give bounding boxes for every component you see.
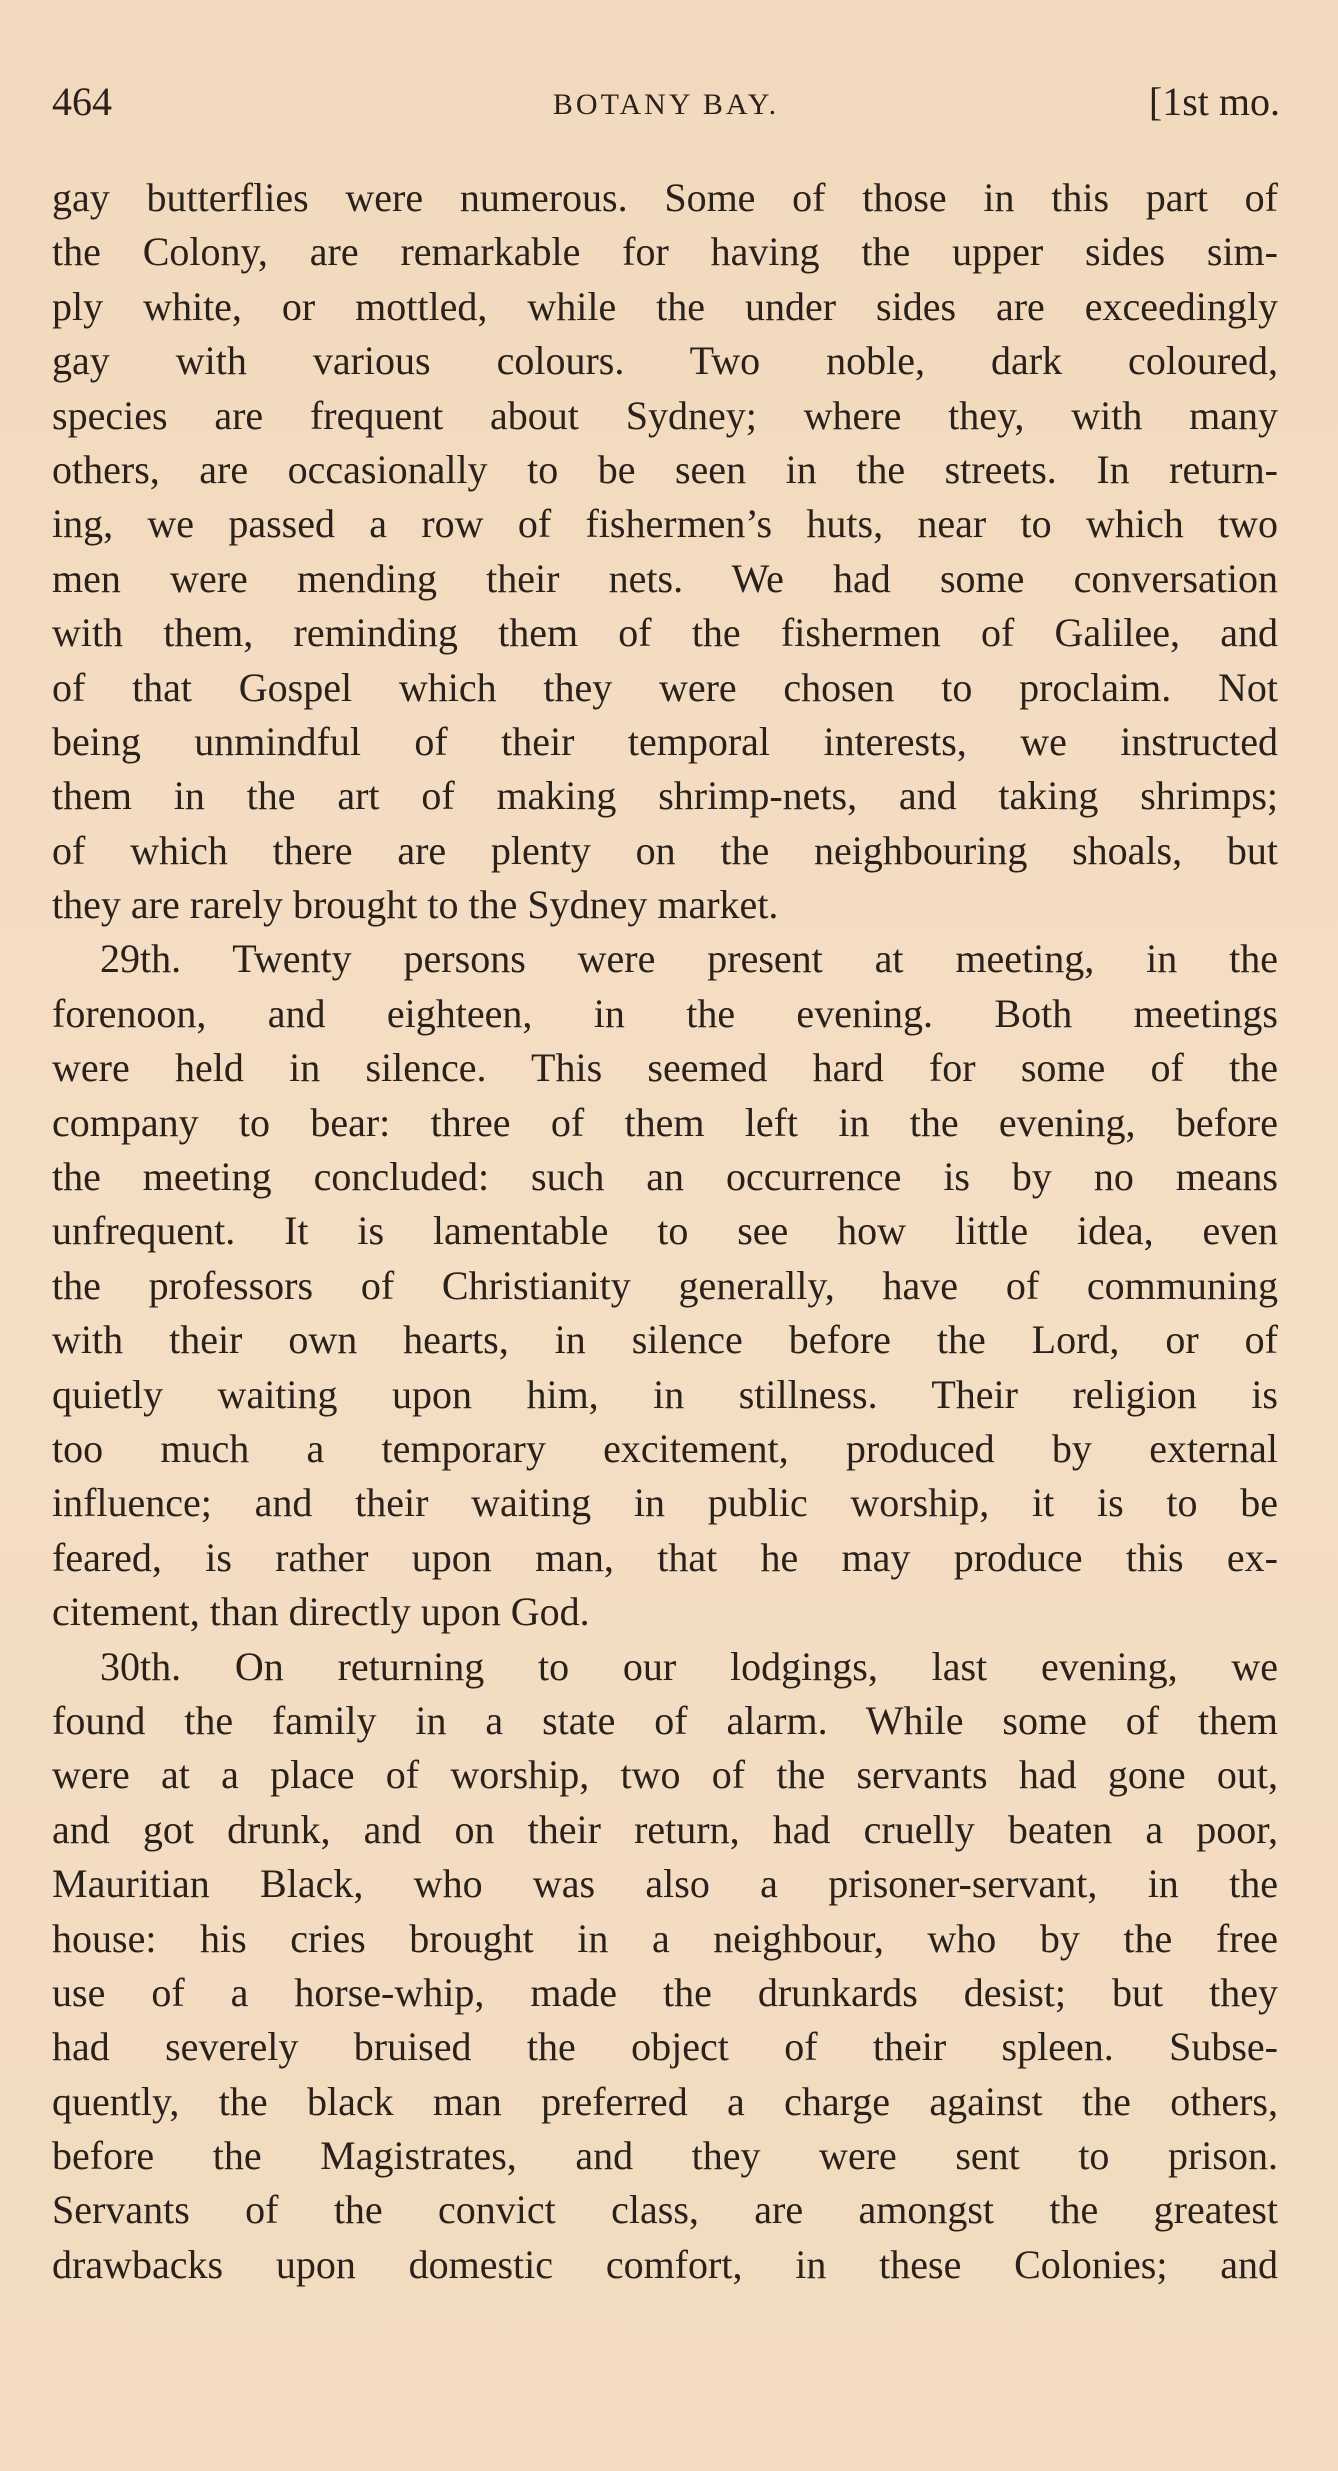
text-line: gay with various colours. Two noble, dark coloured, [52,338,1278,384]
text-line: citement, than directly upon God. [52,1589,590,1635]
text-line: quietly waiting upon him, in stillness. Their religion is [52,1371,1278,1417]
text-line: use of a horse-whip, made the drunkards desist; but they [52,1969,1278,2015]
section-marker: [1st mo. [1148,79,1280,124]
page-number: 464 [52,79,112,124]
text-line: 30th. On returning to our lodgings, last evening, we [100,1643,1278,1689]
text-line: and got drunk, and on their return, had cruelly beaten a poor, [52,1806,1278,1852]
text-line: the Colony, are remarkable for having the upper sides sim- [52,229,1278,275]
text-line: they are rarely brought to the Sydney market. [52,882,779,928]
text-line: of which there are plenty on the neighbouring shoals, but [52,827,1278,873]
page-header [52,72,1280,132]
text-line: found the family in a state of alarm. While some of them [52,1697,1278,1743]
text-line: had severely bruised the object of their spleen. Subse- [52,2024,1278,2070]
text-line: gay butterflies were numerous. Some of those in this part of [52,175,1278,220]
text-line: ply white, or mottled, while the under sides are exceedingly [52,283,1278,329]
text-line: 29th. Twenty persons were present at meeting, in the [100,936,1278,982]
text-line: feared, is rather upon man, that he may produce this ex- [52,1534,1278,1580]
text-line: species are frequent about Sydney; where they, with many [52,392,1278,438]
text-line: others, are occasionally to be seen in the streets. In return- [52,446,1278,492]
text-line: were at a place of worship, two of the servants had gone out, [52,1752,1278,1798]
text-line: with them, reminding them of the fishermen of Galilee, and [52,610,1278,656]
text-line: drawbacks upon domestic comfort, in these Colonies; and [52,2241,1278,2287]
text-line: too much a temporary excitement, produced by external [52,1425,1278,1471]
text-line: before the Magistrates, and they were sent to prison. [52,2133,1278,2179]
text-line: Mauritian Black, who was also a prisoner-servant, in the [52,1861,1278,1907]
text-line: company to bear: three of them left in the evening, before [52,1099,1278,1145]
text-line: them in the art of making shrimp-nets, and taking shrimps; [52,773,1278,819]
body-text [52,171,1278,2292]
text-line: quently, the black man preferred a charge against the others, [52,2078,1278,2124]
text-line: forenoon, and eighteen, in the evening. Both meetings [52,990,1278,1036]
text-line: influence; and their waiting in public worship, it is to be [52,1480,1278,1526]
text-line: the meeting concluded: such an occurrence is by no means [52,1154,1278,1200]
text-line: with their own hearts, in silence before the Lord, or of [52,1317,1278,1363]
text-line: men were mending their nets. We had some conversation [52,555,1278,601]
text-line: ing, we passed a row of fishermen’s huts, near to which two [52,501,1278,547]
text-line: of that Gospel which they were chosen to proclaim. Not [52,664,1278,710]
text-line: the professors of Christianity generally, have of communing [52,1262,1278,1308]
text-line: Servants of the convict class, are amongst the greatest [52,2187,1278,2233]
text-line: unfrequent. It is lamentable to see how little idea, even [52,1208,1278,1254]
running-title: BOTANY BAY. [552,88,780,121]
text-line: were held in silence. This seemed hard for some of the [52,1045,1278,1091]
text-line: house: his cries brought in a neighbour, who by the free [52,1915,1278,1961]
text-line: being unmindful of their temporal interests, we instructed [52,718,1278,764]
